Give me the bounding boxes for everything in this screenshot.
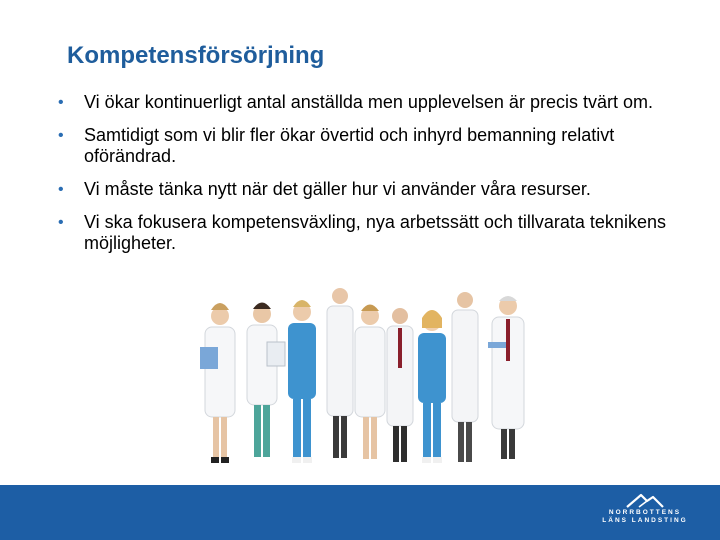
bullet-item: [58, 212, 668, 254]
logo-text-line1: NORRBOTTENS: [608, 509, 682, 516]
bullet-item: [58, 125, 668, 167]
bullet-text: Vi ska fokusera kompetensväxling, nya arbetssätt och tillvarata teknikens möjligheter.: [84, 212, 666, 253]
slide-title: Kompetensförsörjning: [67, 42, 325, 69]
healthcare-staff-image: [190, 282, 550, 472]
bullet-item: [58, 179, 668, 200]
footer-bar: [0, 485, 720, 540]
bullet-marker: •: [58, 94, 64, 111]
mountain-logo-icon: [625, 493, 665, 509]
bullet-text: Vi ökar kontinuerligt antal anställda men upplevelsen är precis tvärt om.: [84, 92, 653, 112]
bullet-marker: •: [58, 127, 64, 144]
bullet-list: [58, 92, 668, 266]
bullet-item: [58, 92, 668, 113]
bullet-text: Samtidigt som vi blir fler ökar övertid och inhyrd bemanning relativt oförändrad.: [84, 125, 615, 166]
bullet-marker: •: [58, 181, 64, 198]
bullet-marker: •: [58, 214, 64, 231]
norrbottens-logo: [600, 493, 690, 533]
staff-back-row: [327, 288, 478, 462]
bullet-text: Vi måste tänka nytt när det gäller hur vi använder våra resurser.: [84, 179, 591, 199]
logo-text-line2: LÄNS LANDSTING: [602, 517, 688, 524]
